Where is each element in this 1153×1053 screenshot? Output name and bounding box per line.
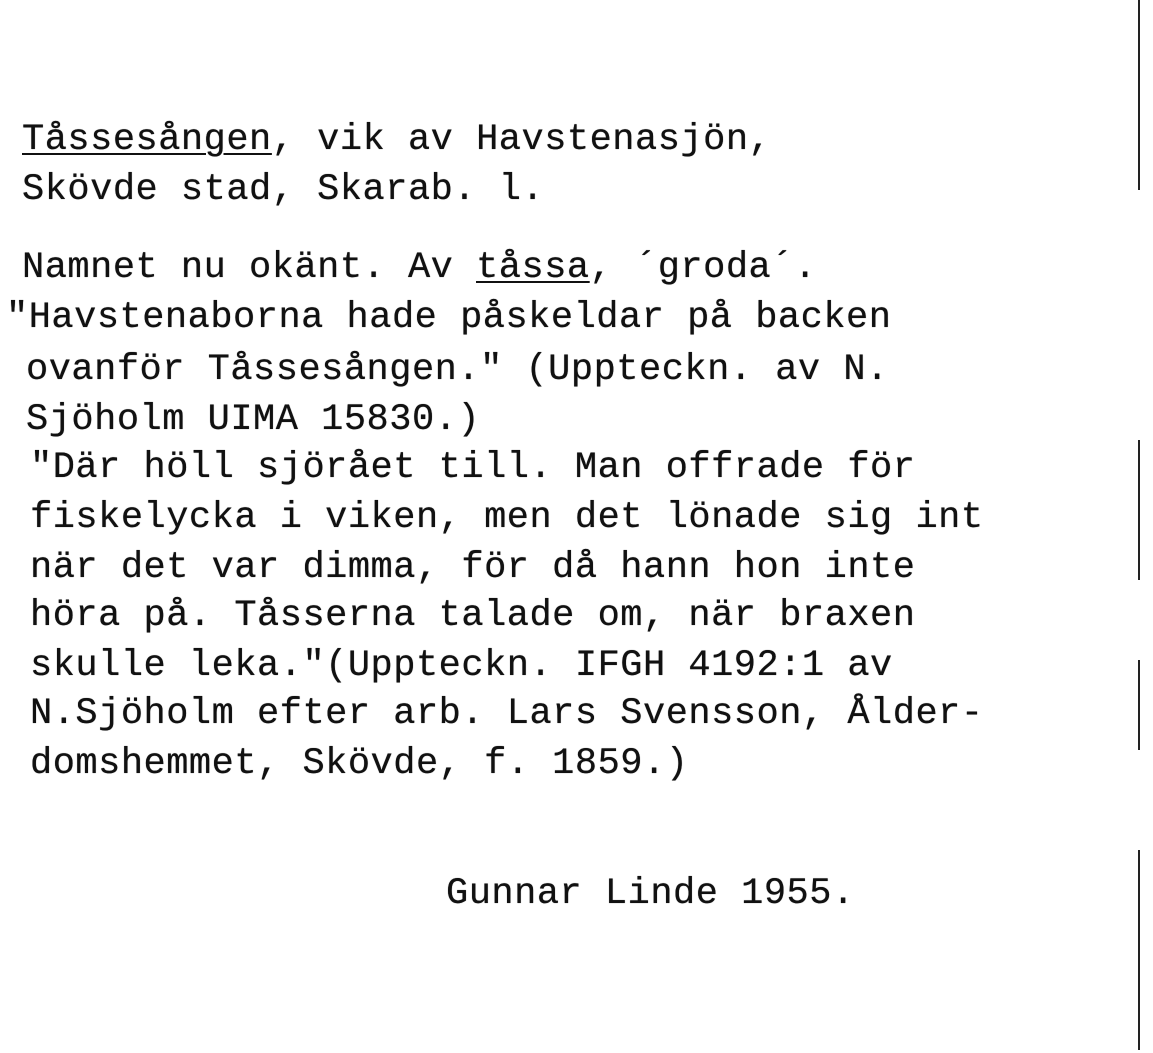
body-line-1 — [22, 246, 817, 290]
card-edge-line — [1138, 0, 1140, 190]
body-line-9: skulle leka."(Uppteckn. IFGH 4192:1 av — [30, 645, 893, 687]
body-text: Namnet nu okänt. Av — [22, 247, 477, 289]
body-line-2: "Havstenaborna hade påskeldar på backen — [6, 297, 892, 339]
body-line-4: Sjöholm UIMA 15830.) — [26, 399, 481, 441]
place-name: Tåssesången — [22, 119, 272, 161]
heading-line-2: Skövde stad, Skarab. l. — [22, 169, 545, 211]
body-line-10: N.Sjöholm efter arb. Lars Svensson, Ålder- — [30, 693, 984, 735]
body-line-5: "Där höll sjörået till. Man offrade för — [30, 447, 916, 489]
body-line-11: domshemmet, Skövde, f. 1859.) — [30, 743, 689, 785]
card-edge-line — [1138, 660, 1140, 750]
body-line-8: höra på. Tåsserna talade om, när braxen — [30, 595, 916, 637]
etymon-word: tåssa — [476, 247, 590, 289]
heading-line-1 — [22, 118, 771, 162]
body-line-3: ovanför Tåssesången." (Uppteckn. av N. — [26, 349, 889, 391]
body-line-7: när det var dimma, för då hann hon inte — [30, 547, 916, 589]
body-line-6: fiskelycka i viken, men det lönade sig int — [30, 497, 984, 539]
heading-rest: , vik av Havstenasjön, — [271, 119, 772, 161]
card-edge-line — [1138, 440, 1140, 580]
signature: Gunnar Linde 1955. — [446, 873, 855, 915]
body-text: , ´groda´. — [589, 247, 817, 289]
card-edge-line — [1138, 850, 1140, 1050]
